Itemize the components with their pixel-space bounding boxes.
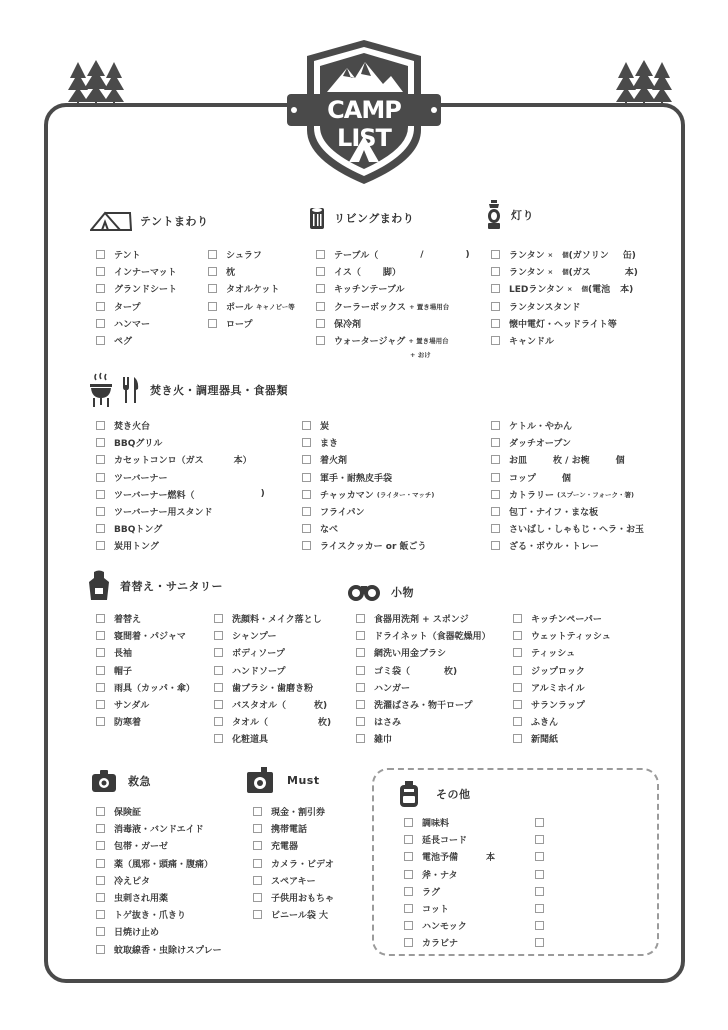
checklist-item[interactable]: タープ (96, 298, 177, 315)
checkbox[interactable] (491, 421, 500, 430)
checkbox[interactable] (356, 631, 365, 640)
checklist-item[interactable]: 着火剤 (302, 451, 434, 468)
checklist-item[interactable]: ランタン × 個 (ガス 本) (491, 263, 638, 280)
checkbox[interactable] (96, 631, 105, 640)
checkbox[interactable] (535, 938, 544, 947)
checklist-item[interactable]: 延長コード (404, 831, 495, 848)
checklist-item[interactable]: 洗顔料・メイク落とし (214, 610, 331, 627)
checklist-item[interactable]: カメラ・ビデオ (253, 855, 334, 872)
checklist-item[interactable]: ハンドソープ (214, 662, 331, 679)
checkbox[interactable] (253, 807, 262, 816)
checklist-item[interactable]: ケトル・やかん (491, 417, 644, 434)
checkbox[interactable] (302, 455, 311, 464)
checkbox[interactable] (214, 683, 223, 692)
section-header-living (308, 205, 414, 231)
checklist-item[interactable]: カラビナ (404, 934, 495, 951)
tent-list-col2 (208, 246, 295, 332)
checkbox[interactable] (491, 250, 500, 259)
apron-icon (88, 570, 110, 602)
checklist-item[interactable]: 洗濯ばさみ・物干ロープ (356, 696, 491, 713)
binoculars-icon (348, 582, 380, 602)
checklist-item[interactable]: ウェットティッシュ (513, 627, 611, 644)
checklist-item[interactable]: ハンガー (356, 679, 491, 696)
checklist-item[interactable]: キッチンペーパー (513, 610, 611, 627)
checkbox[interactable] (253, 893, 262, 902)
checkbox[interactable] (96, 614, 105, 623)
checkbox[interactable] (302, 541, 311, 550)
checkbox[interactable] (316, 302, 325, 311)
checklist-item[interactable]: 日焼け止め (96, 923, 222, 940)
checklist-item[interactable]: カトラリー (スプーン・フォーク・箸) (491, 486, 644, 503)
checkbox[interactable] (535, 887, 544, 896)
blank-checklist-item[interactable] (535, 883, 553, 900)
bbq-list-col3 (491, 417, 644, 555)
checklist-item[interactable]: ロープ (208, 315, 295, 332)
checkbox[interactable] (513, 717, 522, 726)
checklist-item[interactable]: インナーマット (96, 263, 177, 280)
checkbox[interactable] (491, 302, 500, 311)
checkbox[interactable] (356, 734, 365, 743)
checkbox[interactable] (96, 438, 105, 447)
checklist-item[interactable]: ボディソープ (214, 644, 331, 661)
blank-checklist-item[interactable] (535, 866, 553, 883)
checkbox[interactable] (491, 336, 500, 345)
small-list-col2 (513, 610, 611, 748)
checklist-item[interactable]: ラグ (404, 883, 495, 900)
checklist-item[interactable]: サンダル (96, 696, 195, 713)
checklist-item[interactable]: 保冷剤 (316, 315, 470, 332)
blank-checklist-item[interactable] (535, 900, 553, 917)
section-header-bbq (88, 372, 288, 408)
checklist-item[interactable]: ハンモック (404, 917, 495, 934)
checkbox[interactable] (356, 683, 365, 692)
checklist-item[interactable]: さいばし・しゃもじ・ヘラ・お玉 (491, 520, 644, 537)
checkbox[interactable] (491, 267, 500, 276)
checklist-item[interactable]: 現金・割引券 (253, 803, 334, 820)
camera-icon (247, 767, 273, 793)
checklist-item[interactable]: シャンプー (214, 627, 331, 644)
checkbox[interactable] (356, 614, 365, 623)
checkbox[interactable] (404, 835, 413, 844)
section-header-light (486, 200, 534, 230)
living-list (316, 246, 470, 360)
checklist-item[interactable]: アルミホイル (513, 679, 611, 696)
checklist-item[interactable]: LEDランタン × 個 (電池 本) (491, 280, 638, 297)
checkbox[interactable] (404, 870, 413, 879)
checklist-item[interactable]: ツーバーナー燃料（ ) (96, 486, 265, 503)
checklist-item[interactable]: バスタオル（ 枚) (214, 696, 331, 713)
checklist-item[interactable]: コット (404, 900, 495, 917)
checkbox[interactable] (513, 666, 522, 675)
checklist-item[interactable]: 軍手・耐熱皮手袋 (302, 469, 434, 486)
checkbox[interactable] (316, 336, 325, 345)
checklist-item[interactable]: 電池予備 本 (404, 848, 495, 865)
checkbox[interactable] (96, 910, 105, 919)
checkbox[interactable] (208, 267, 217, 276)
checklist-item[interactable]: タオルケット (208, 280, 295, 297)
checkbox[interactable] (214, 666, 223, 675)
section-title: 着替え・サニタリー (120, 580, 224, 593)
clothes-list-col1 (96, 610, 195, 730)
tent-list-col1 (96, 246, 177, 349)
checkbox[interactable] (253, 824, 262, 833)
checkbox[interactable] (96, 700, 105, 709)
emergency-list (96, 803, 222, 958)
checklist-item[interactable]: 焚き火台 (96, 417, 265, 434)
checkbox[interactable] (513, 631, 522, 640)
checkbox[interactable] (356, 700, 365, 709)
checkbox[interactable] (96, 683, 105, 692)
checkbox[interactable] (96, 267, 105, 276)
checklist-item[interactable]: テーブル（ / ) (316, 246, 470, 263)
checkbox[interactable] (404, 818, 413, 827)
checkbox[interactable] (491, 490, 500, 499)
checklist-item[interactable]: BBQグリル (96, 434, 265, 451)
checklist-item[interactable]: BBQトング (96, 520, 265, 537)
checklist-item[interactable]: ライスクッカー or 飯ごう (302, 537, 434, 554)
pine-trees-icon (66, 60, 126, 106)
bbq-list-col2 (302, 417, 434, 555)
checklist-item[interactable]: 着替え (96, 610, 195, 627)
checklist-item[interactable]: ティッシュ (513, 644, 611, 661)
blank-checklist-item[interactable] (535, 917, 553, 934)
checklist-item[interactable]: 充電器 (253, 837, 334, 854)
checklist-item[interactable]: 防寒着 (96, 713, 195, 730)
checkbox[interactable] (96, 490, 105, 499)
checkbox[interactable] (491, 473, 500, 482)
checklist-item[interactable]: なべ (302, 520, 434, 537)
checkbox[interactable] (535, 870, 544, 879)
checklist-item[interactable]: 包帯・ガーゼ (96, 837, 222, 854)
section-header-small (348, 582, 414, 602)
checkbox[interactable] (513, 700, 522, 709)
checkbox[interactable] (96, 807, 105, 816)
checkbox[interactable] (404, 887, 413, 896)
checkbox[interactable] (96, 648, 105, 657)
checkbox[interactable] (513, 648, 522, 657)
checkbox[interactable] (535, 921, 544, 930)
section-header-emergency (92, 770, 151, 792)
checkbox[interactable] (96, 421, 105, 430)
checklist-item[interactable]: シュラフ (208, 246, 295, 263)
checklist-item[interactable]: まき (302, 434, 434, 451)
checkbox[interactable] (208, 319, 217, 328)
checkbox[interactable] (214, 631, 223, 640)
checkbox[interactable] (404, 904, 413, 913)
section-title: 救急 (128, 775, 151, 788)
checkbox[interactable] (356, 717, 365, 726)
checkbox[interactable] (535, 818, 544, 827)
checkbox[interactable] (96, 945, 105, 954)
page-title: CAMP LIST (327, 96, 401, 152)
section-header-clothes (88, 570, 223, 602)
checkbox[interactable] (214, 717, 223, 726)
checklist-item[interactable]: ポール キャノピー等 (208, 298, 295, 315)
checklist-item[interactable]: ハンマー (96, 315, 177, 332)
checklist-item[interactable]: クーラーボックス + 置き場用台 (316, 298, 470, 315)
section-title: 焚き火・調理器具・食器類 (150, 384, 288, 397)
checklist-item[interactable]: ツーバーナー (96, 469, 265, 486)
checklist-item[interactable]: ドライネット（食器乾燥用） (356, 627, 491, 644)
checkbox[interactable] (96, 927, 105, 936)
bbq-grill-icon (88, 372, 114, 408)
bbq-list-col1 (96, 417, 265, 555)
checklist-item[interactable]: 炭用トング (96, 537, 265, 554)
checklist-item[interactable]: 虫刺され用薬 (96, 889, 222, 906)
checkbox[interactable] (491, 524, 500, 533)
checklist-item[interactable]: 懐中電灯・ヘッドライト等 (491, 315, 638, 332)
checklist-item[interactable]: テント (96, 246, 177, 263)
checkbox[interactable] (96, 841, 105, 850)
checkbox[interactable] (535, 835, 544, 844)
checklist-item[interactable]: 携帯電話 (253, 820, 334, 837)
blank-checklist-item[interactable] (535, 848, 553, 865)
section-header-must (247, 767, 320, 793)
checklist-item[interactable]: 炭 (302, 417, 434, 434)
checkbox[interactable] (404, 852, 413, 861)
checkbox[interactable] (214, 614, 223, 623)
checkbox[interactable] (491, 507, 500, 516)
must-list (253, 803, 334, 923)
checklist-item[interactable]: 子供用おもちゃ (253, 889, 334, 906)
checklist-item[interactable]: グランドシート (96, 280, 177, 297)
checkbox[interactable] (214, 648, 223, 657)
section-header-other (398, 781, 471, 807)
checklist-item[interactable]: ふきん (513, 713, 611, 730)
checkbox[interactable] (253, 859, 262, 868)
checkbox[interactable] (302, 490, 311, 499)
section-header-tent (90, 210, 208, 232)
checkbox[interactable] (316, 284, 325, 293)
checklist-item[interactable]: タオル（ 枚) (214, 713, 331, 730)
checklist-item[interactable]: 化粧道具 (214, 730, 331, 747)
checklist-item[interactable]: 歯ブラシ・歯磨き粉 (214, 679, 331, 696)
clothes-list-col2 (214, 610, 331, 748)
checkbox[interactable] (214, 734, 223, 743)
checklist-item[interactable]: 網洗い用金ブラシ (356, 644, 491, 661)
checklist-item[interactable]: サランラップ (513, 696, 611, 713)
checkbox[interactable] (302, 421, 311, 430)
checkbox[interactable] (96, 859, 105, 868)
first-aid-icon (92, 770, 116, 792)
checklist-item[interactable]: 斧・ナタ (404, 866, 495, 883)
checklist-item[interactable]: 食器用洗剤 + スポンジ (356, 610, 491, 627)
checkbox[interactable] (96, 319, 105, 328)
checklist-item[interactable]: キャンドル (491, 332, 638, 349)
checkbox[interactable] (535, 904, 544, 913)
checkbox[interactable] (404, 921, 413, 930)
log-icon (308, 205, 326, 231)
checklist-item[interactable]: 調味料 (404, 814, 495, 831)
checkbox[interactable] (491, 455, 500, 464)
checkbox[interactable] (513, 614, 522, 623)
section-title: テントまわり (140, 215, 209, 228)
light-list (491, 246, 638, 349)
checkbox[interactable] (96, 824, 105, 833)
checkbox[interactable] (302, 524, 311, 533)
pine-trees-icon (614, 60, 674, 106)
checklist-item[interactable]: 冷えピタ (96, 872, 222, 889)
checkbox[interactable] (96, 455, 105, 464)
checklist-item[interactable]: キッチンテーブル (316, 280, 470, 297)
checklist-item[interactable]: 新聞紙 (513, 730, 611, 747)
checkbox[interactable] (253, 910, 262, 919)
checkbox[interactable] (208, 250, 217, 259)
checkbox[interactable] (208, 284, 217, 293)
checkbox[interactable] (96, 250, 105, 259)
checklist-item[interactable]: ウォータージャグ + 置き場用台 (316, 332, 470, 349)
checkbox[interactable] (302, 507, 311, 516)
checklist-item[interactable]: ツーバーナー用スタンド (96, 503, 265, 520)
checkbox[interactable] (491, 541, 500, 550)
checklist-item[interactable]: トゲ抜き・爪きり (96, 906, 222, 923)
checkbox[interactable] (96, 876, 105, 885)
checklist-item[interactable]: 雨具（カッパ・傘） (96, 679, 195, 696)
checkbox[interactable] (96, 893, 105, 902)
checklist-item[interactable]: ランタンスタンド (491, 298, 638, 315)
checkbox[interactable] (96, 541, 105, 550)
checklist-item[interactable]: ペグ (96, 332, 177, 349)
checklist-item[interactable]: 枕 (208, 263, 295, 280)
checkbox[interactable] (316, 250, 325, 259)
utensils-icon (120, 375, 140, 405)
checklist-item[interactable]: 包丁・ナイフ・まな板 (491, 503, 644, 520)
checkbox[interactable] (513, 734, 522, 743)
checkbox[interactable] (491, 319, 500, 328)
checkbox[interactable] (356, 648, 365, 657)
checkbox[interactable] (96, 473, 105, 482)
checkbox[interactable] (491, 284, 500, 293)
checkbox[interactable] (302, 438, 311, 447)
checklist-item[interactable]: コップ 個 (491, 469, 644, 486)
checklist-item[interactable]: ゴミ袋（ 枚) (356, 662, 491, 679)
checklist-item[interactable]: はさみ (356, 713, 491, 730)
checkbox[interactable] (356, 666, 365, 675)
section-title: 小物 (391, 586, 414, 599)
tent-icon (90, 210, 132, 232)
checkbox[interactable] (96, 302, 105, 311)
checkbox[interactable] (302, 473, 311, 482)
checklist-item[interactable]: チャッカマン (ライター・マッチ) (302, 486, 434, 503)
section-title: その他 (436, 788, 471, 801)
checkbox[interactable] (96, 284, 105, 293)
checklist-item[interactable]: 消毒液・バンドエイド (96, 820, 222, 837)
blank-checklist-item[interactable] (535, 934, 553, 951)
checklist-item[interactable]: ダッチオーブン (491, 434, 644, 451)
checkbox[interactable] (96, 507, 105, 516)
checklist-item[interactable]: 帽子 (96, 662, 195, 679)
lantern-icon (486, 200, 502, 230)
checklist-item[interactable]: 保険証 (96, 803, 222, 820)
checkbox[interactable] (316, 267, 325, 276)
checklist-item[interactable]: スペアキー (253, 872, 334, 889)
checkbox[interactable] (491, 438, 500, 447)
checklist-item[interactable]: イス（ 脚） (316, 263, 470, 280)
checkbox[interactable] (96, 336, 105, 345)
section-title: Must (287, 773, 320, 787)
checkbox[interactable] (513, 683, 522, 692)
checklist-item[interactable]: 雑巾 (356, 730, 491, 747)
checklist-item[interactable]: ランタン × 個 (ガソリン 缶) (491, 246, 638, 263)
small-list-col1 (356, 610, 491, 748)
checklist-item[interactable]: 薬（風邪・頭痛・腹痛） (96, 855, 222, 872)
checklist-item[interactable]: お皿 枚 / お椀 個 (491, 451, 644, 468)
checkbox[interactable] (253, 876, 262, 885)
blank-checklist-item[interactable] (535, 831, 553, 848)
checklist-item[interactable]: 寝間着・パジャマ (96, 627, 195, 644)
checkbox[interactable] (96, 717, 105, 726)
checkbox[interactable] (404, 938, 413, 947)
checklist-item[interactable]: ビニール袋 大 (253, 906, 334, 923)
other-list (404, 814, 495, 952)
section-title: リビングまわり (334, 212, 415, 225)
checklist-item[interactable]: フライパン (302, 503, 434, 520)
backpack-icon (398, 781, 420, 807)
checklist-item[interactable]: ジップロック (513, 662, 611, 679)
checklist-item[interactable]: カセットコンロ（ガス 本） (96, 451, 265, 468)
checklist-item[interactable]: 蚊取線香・虫除けスプレー (96, 941, 222, 958)
checkbox[interactable] (96, 524, 105, 533)
checkbox[interactable] (214, 700, 223, 709)
checkbox[interactable] (253, 841, 262, 850)
checkbox[interactable] (535, 852, 544, 861)
checklist-item[interactable]: ざる・ボウル・トレー (491, 537, 644, 554)
checkbox[interactable] (208, 302, 217, 311)
note-line: + おけ (410, 351, 431, 360)
checkbox[interactable] (96, 666, 105, 675)
checklist-item[interactable]: 長袖 (96, 644, 195, 661)
blank-checklist-item[interactable] (535, 814, 553, 831)
checkbox[interactable] (316, 319, 325, 328)
section-title: 灯り (511, 209, 534, 222)
other-blank-list (535, 814, 553, 952)
